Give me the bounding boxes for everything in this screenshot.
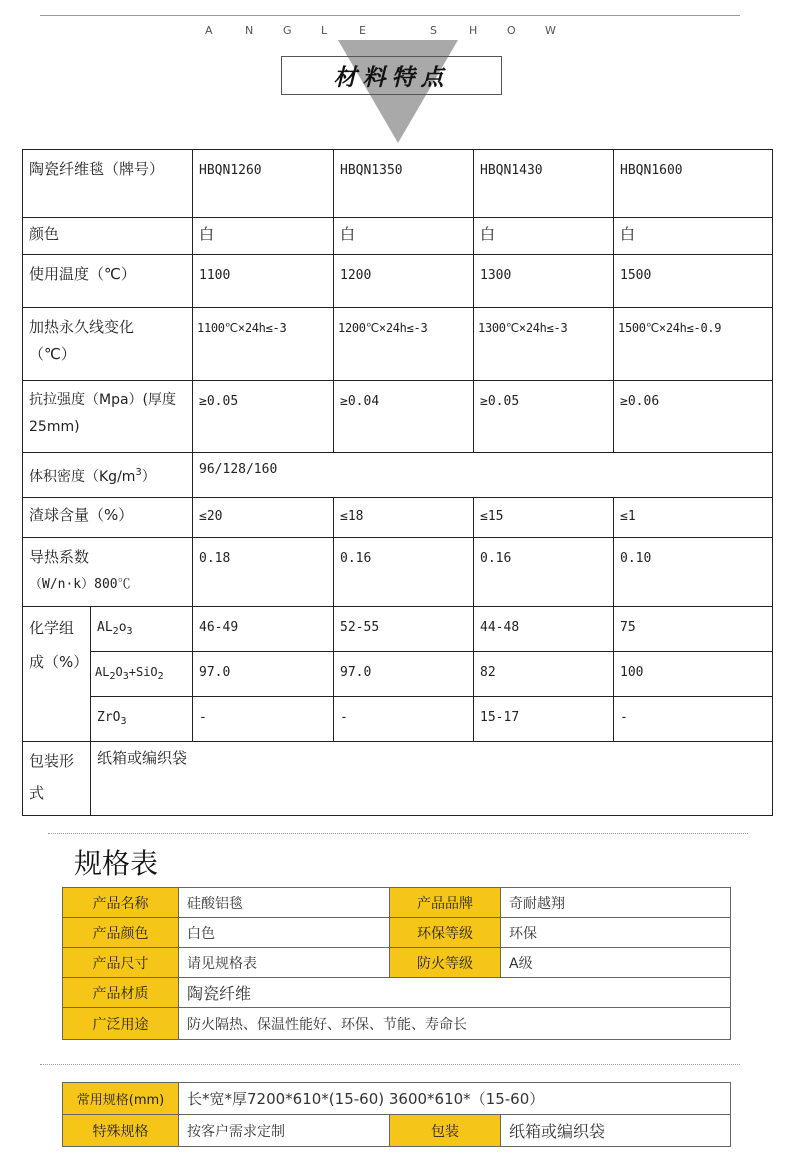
spec-value: 环保: [501, 918, 731, 948]
pack-cell: 纸箱或编织袋: [91, 742, 773, 816]
dotted-divider: [48, 833, 748, 834]
spec-label: 产品材质: [63, 978, 179, 1008]
table-row: [23, 607, 773, 652]
brand-cell: HBQN1600: [614, 150, 773, 218]
spec-value: 纸箱或编织袋: [501, 1115, 731, 1147]
spec-value: 奇耐越翔: [501, 888, 731, 918]
strength-cell: ≥0.06: [614, 381, 773, 453]
al2o3-cell: 44-48: [474, 607, 614, 652]
brand-label: 陶瓷纤维毯（牌号）: [23, 150, 193, 218]
brand-cell: HBQN1430: [474, 150, 614, 218]
conduct-cell: 0.16: [334, 538, 474, 607]
spec-label: 产品尺寸: [63, 948, 179, 978]
letter: O: [507, 24, 516, 37]
table-row: [23, 742, 773, 816]
spec-label: 防火等级: [390, 948, 501, 978]
zro3-label: ZrO$_3$: [91, 697, 193, 742]
table-row: [23, 255, 773, 308]
slag-cell: ≤15: [474, 498, 614, 538]
al2o3-sio2-cell: 97.0: [334, 652, 474, 697]
spec-label: 环保等级: [390, 918, 501, 948]
color-cell: 白: [474, 218, 614, 255]
spec-label: 产品颜色: [63, 918, 179, 948]
table-row: [23, 652, 773, 697]
spec-value: 陶瓷纤维: [179, 978, 731, 1008]
letter: L: [321, 24, 328, 37]
spec-table: [62, 887, 731, 1040]
change-cell: 1100℃×24h≤-3: [193, 308, 334, 381]
angle-show-heading: [40, 24, 740, 38]
table-row: [23, 150, 773, 218]
table-row: [23, 218, 773, 255]
letter: N: [245, 24, 254, 37]
conduct-cell: 0.16: [474, 538, 614, 607]
temp-cell: 1200: [334, 255, 474, 308]
table-row: [63, 948, 731, 978]
temp-cell: 1300: [474, 255, 614, 308]
strength-label: 抗拉强度（Mpa）(厚度25mm): [23, 381, 193, 453]
spec-title: 规格表: [74, 847, 159, 880]
color-cell: 白: [193, 218, 334, 255]
table-row: [63, 888, 731, 918]
density-cell: 96/128/160: [193, 453, 773, 498]
section-title-box: [281, 56, 502, 95]
table-row: [63, 1083, 731, 1115]
change-cell: 1500℃×24h≤-0.9: [614, 308, 773, 381]
al2o3-cell: 52-55: [334, 607, 474, 652]
pack-label: 包装形式: [23, 742, 91, 816]
brand-cell: HBQN1350: [334, 150, 474, 218]
slag-cell: ≤18: [334, 498, 474, 538]
spec-value: 白色: [179, 918, 390, 948]
letter: G: [283, 24, 292, 37]
material-properties-table: [22, 149, 773, 816]
section-title: 材料特点: [333, 65, 450, 91]
al2o3-sio2-label: $AL_2O_3+SiO_2$: [91, 652, 193, 697]
al2o3-cell: 75: [614, 607, 773, 652]
table-row: [23, 453, 773, 498]
zro3-cell: -: [193, 697, 334, 742]
zro3-cell: 15-17: [474, 697, 614, 742]
brand-cell: HBQN1260: [193, 150, 334, 218]
spec-label: 特殊规格: [63, 1115, 179, 1147]
table-row: [63, 1008, 731, 1040]
temp-cell: 1100: [193, 255, 334, 308]
letter: E: [359, 24, 366, 37]
strength-cell: ≥0.05: [193, 381, 334, 453]
spec-label: 产品品牌: [390, 888, 501, 918]
spec-value: 按客户需求定制: [179, 1115, 390, 1147]
al2o3-sio2-cell: 100: [614, 652, 773, 697]
spec-label: 产品名称: [63, 888, 179, 918]
zro3-cell: -: [334, 697, 474, 742]
color-label: 颜色: [23, 218, 193, 255]
table-row: [63, 978, 731, 1008]
top-rule: [40, 15, 740, 16]
al2o3-cell: 46-49: [193, 607, 334, 652]
spec-value: A级: [501, 948, 731, 978]
slag-cell: ≤1: [614, 498, 773, 538]
letter: W: [545, 24, 556, 37]
temp-cell: 1500: [614, 255, 773, 308]
letter: S: [430, 24, 437, 37]
color-cell: 白: [614, 218, 773, 255]
spec-value: 长*宽*厚7200*610*(15-60) 3600*610*（15-60）: [179, 1083, 731, 1115]
conduct-cell: 0.10: [614, 538, 773, 607]
density-label: 体积密度$(Kg/m^3)$: [23, 453, 193, 498]
slag-cell: ≤20: [193, 498, 334, 538]
table-row: [23, 308, 773, 381]
strength-cell: ≥0.05: [474, 381, 614, 453]
table-row: [23, 381, 773, 453]
chem-label: 化学组成（%）: [23, 607, 91, 742]
al2o3-label: $AL_2o_3$: [91, 607, 193, 652]
change-label: 加热永久线变化（℃）: [23, 308, 193, 381]
spec-label: 包装: [390, 1115, 501, 1147]
table-row: [63, 918, 731, 948]
conduct-cell: 0.18: [193, 538, 334, 607]
dotted-divider: [40, 1064, 740, 1065]
spec-value: 防火隔热、保温性能好、环保、节能、寿命长: [179, 1008, 731, 1040]
strength-cell: ≥0.04: [334, 381, 474, 453]
table-row: [63, 1115, 731, 1147]
spec-label: 常用规格(mm): [63, 1083, 179, 1115]
letter: H: [469, 24, 478, 37]
table-row: [23, 498, 773, 538]
spec-value: 请见规格表: [179, 948, 390, 978]
al2o3-sio2-cell: 97.0: [193, 652, 334, 697]
conduct-label: 导热系数 （W/n·k）800℃: [23, 538, 193, 607]
change-cell: 1300℃×24h≤-3: [474, 308, 614, 381]
slag-label: 渣球含量（%）: [23, 498, 193, 538]
letter: A: [205, 24, 213, 37]
al2o3-sio2-cell: 82: [474, 652, 614, 697]
spec-label: 广泛用途: [63, 1008, 179, 1040]
table-row: [23, 538, 773, 607]
spec-value: 硅酸铝毯: [179, 888, 390, 918]
temp-label: 使用温度（℃）: [23, 255, 193, 308]
table-row: [23, 697, 773, 742]
spec-table-2: [62, 1082, 731, 1147]
zro3-cell: -: [614, 697, 773, 742]
color-cell: 白: [334, 218, 474, 255]
change-cell: 1200℃×24h≤-3: [334, 308, 474, 381]
